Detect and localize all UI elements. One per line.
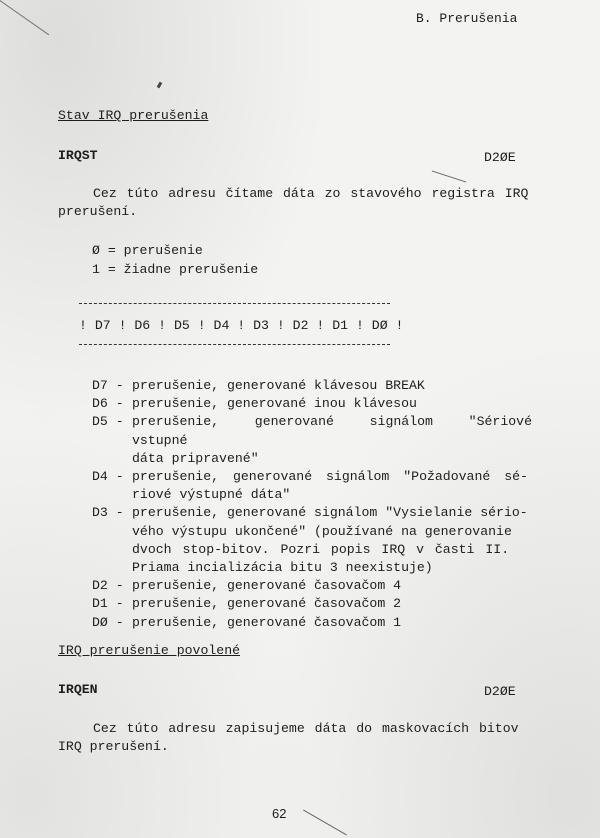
legend-zero: Ø = prerušenie xyxy=(92,243,203,258)
bit-description: prerušenie, generované signálom "Požadované sé- xyxy=(132,469,528,485)
bit-description-cont: Priama incializácia bitu 3 neexistuje) xyxy=(132,560,433,576)
bit-description: prerušenie, generované časovačom 1 xyxy=(132,614,402,630)
scan-mark xyxy=(0,0,49,35)
bit-description: prerušenie, generované časovačom 2 xyxy=(132,596,402,612)
bit-d5-row xyxy=(92,413,532,449)
bit-d3-row-cont-2 xyxy=(92,541,532,559)
section-title-irq-enable: IRQ prerušenie povolené xyxy=(58,643,241,658)
bit-descriptions xyxy=(92,377,532,632)
bit-d4-row-cont xyxy=(92,486,532,504)
page-number: 62 xyxy=(272,806,287,821)
bit-description: prerušenie, generované klávesou BREAK xyxy=(132,378,425,393)
chapter-header: B. Prerušenia xyxy=(416,11,518,26)
irqen-description-line-1: Cez túto adresu zapisujeme dáta do maskovacích bitov xyxy=(93,721,519,736)
scan-mark xyxy=(432,170,467,182)
bit-d6-row xyxy=(92,395,532,413)
bit-label: D4 - xyxy=(92,469,124,485)
bit-d1-row xyxy=(92,595,532,613)
bit-d5-row-cont xyxy=(92,450,532,468)
bit-description: prerušenie, generované inou klávesou xyxy=(132,396,417,412)
bit-label: D1 - xyxy=(92,596,124,612)
bit-d3-row xyxy=(92,504,532,522)
bit-description: prerušenie, generované signálom "Vysielanie sério- xyxy=(132,505,528,521)
bit-label: DØ - xyxy=(92,614,124,630)
register-address-irqst: D2ØE xyxy=(484,150,516,165)
bit-d3-row-cont-3 xyxy=(92,559,532,577)
bit-table-top-rule xyxy=(79,303,390,304)
bit-label: D2 - xyxy=(92,578,124,594)
bit-description-cont: riové výstupné dáta" xyxy=(132,487,291,503)
irqst-description-line-1: Cez túto adresu čítame dáta zo stavového registra IRQ xyxy=(93,186,529,201)
bit-d7-row xyxy=(92,377,532,395)
bit-d3-row-cont-1 xyxy=(92,523,532,541)
bit-description: prerušenie, generované signálom "Sériové vstupné xyxy=(132,414,532,448)
scan-mark xyxy=(157,82,163,89)
bit-description-cont: dvoch stop-bitov. Pozri popis IRQ v časti II. xyxy=(132,541,510,557)
bit-d2-row xyxy=(92,577,532,595)
section-title-irq-status: Stav IRQ prerušenia xyxy=(58,108,209,123)
bit-d0-row xyxy=(92,614,532,632)
bit-table: ! D7 ! D6 ! D5 ! D4 ! D3 ! D2 ! D1 ! DØ ! xyxy=(79,318,404,333)
bit-label: D5 - xyxy=(92,414,124,430)
register-name-irqst: IRQST xyxy=(58,148,98,163)
bit-table-bottom-rule xyxy=(79,344,390,345)
irqst-description-line-2: prerušení. xyxy=(58,204,138,219)
legend-one: 1 = žiadne prerušenie xyxy=(92,262,259,277)
bit-description-cont: dáta pripravené" xyxy=(132,450,259,466)
bit-label: D7 - xyxy=(92,378,124,393)
bit-description-cont: vého výstupu ukončené" (používané na generovanie xyxy=(132,523,512,539)
bit-d4-row xyxy=(92,468,532,486)
bit-label: D3 - xyxy=(92,505,124,521)
scan-mark xyxy=(303,810,347,836)
register-name-irqen: IRQEN xyxy=(58,682,98,697)
bit-description: prerušenie, generované časovačom 4 xyxy=(132,578,402,594)
register-address-irqen: D2ØE xyxy=(484,684,516,699)
irqen-description-line-2: IRQ prerušení. xyxy=(58,739,169,754)
bit-label: D6 - xyxy=(92,396,124,412)
